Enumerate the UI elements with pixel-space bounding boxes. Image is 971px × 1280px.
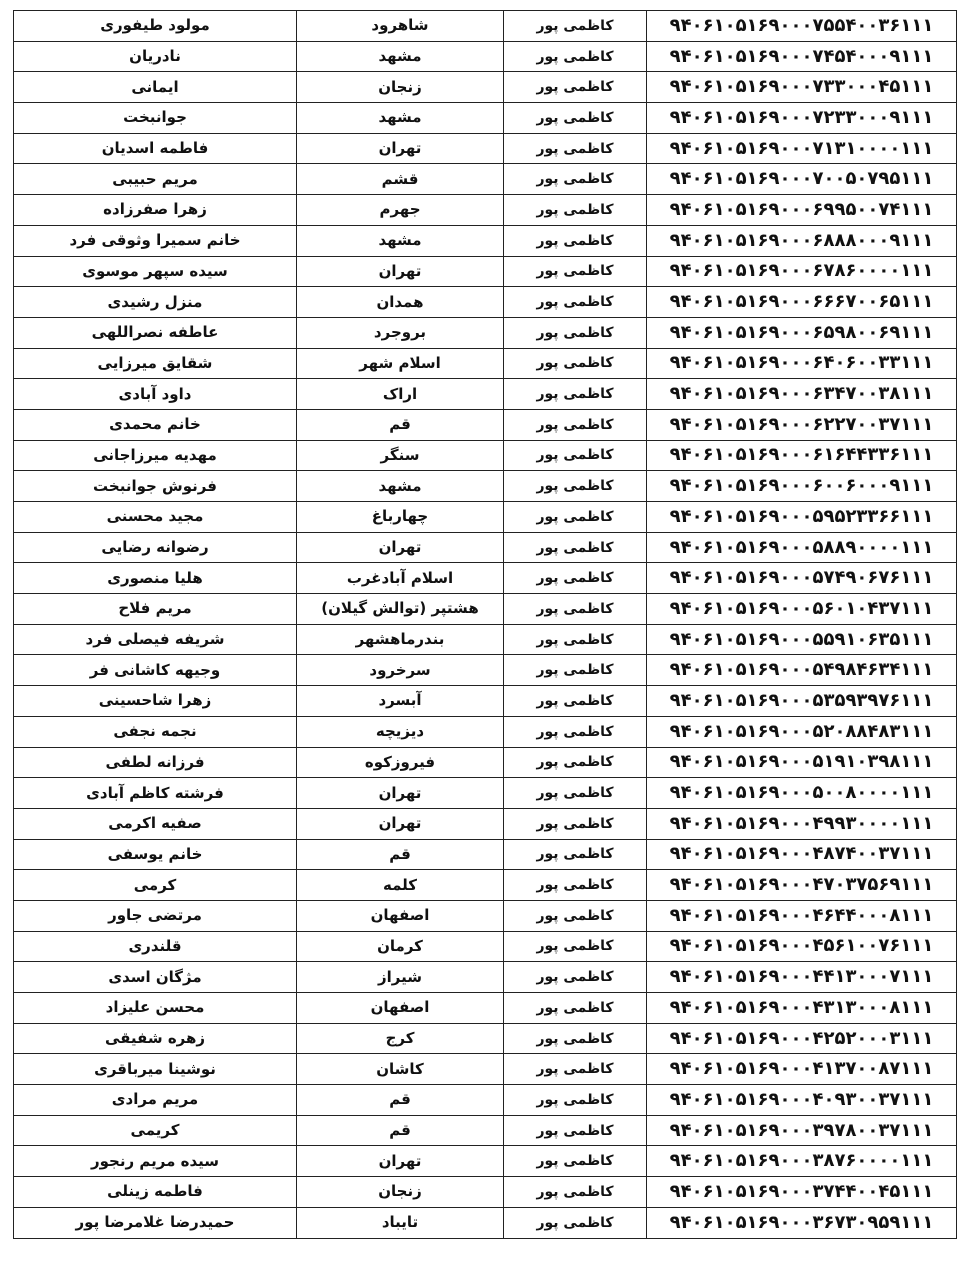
payment-code-cell: ۹۴۰۶۱۰۵۱۶۹۰۰۰۷۴۵۴۰۰۰۹۱۱۱ <box>647 41 957 72</box>
table-row <box>14 532 957 563</box>
table-row <box>14 1146 957 1177</box>
table-row <box>14 1085 957 1116</box>
payment-code-cell: ۹۴۰۶۱۰۵۱۶۹۰۰۰۴۲۵۲۰۰۰۳۱۱۱ <box>647 1023 957 1054</box>
family-name-cell: کاظمی پور <box>504 1207 647 1238</box>
city-cell: سنگر <box>297 440 504 471</box>
city-cell: مشهد <box>297 103 504 134</box>
city-cell: تایباد <box>297 1207 504 1238</box>
family-name-cell: کاظمی پور <box>504 225 647 256</box>
person-name-cell: وجیهه کاشانی فر <box>14 655 297 686</box>
person-name-cell: زهرا شاحسینی <box>14 686 297 717</box>
payment-code-cell: ۹۴۰۶۱۰۵۱۶۹۰۰۰۵۴۹۸۴۶۳۴۱۱۱ <box>647 655 957 686</box>
person-name-cell: سیده مریم رنجور <box>14 1146 297 1177</box>
city-cell: کلمه <box>297 870 504 901</box>
family-name-cell: کاظمی پور <box>504 686 647 717</box>
payment-code-cell: ۹۴۰۶۱۰۵۱۶۹۰۰۰۵۵۹۱۰۶۳۵۱۱۱ <box>647 624 957 655</box>
family-name-cell: کاظمی پور <box>504 1085 647 1116</box>
payment-code-cell: ۹۴۰۶۱۰۵۱۶۹۰۰۰۳۸۷۶۰۰۰۰۱۱۱ <box>647 1146 957 1177</box>
table-row <box>14 317 957 348</box>
person-name-cell: داود آبادی <box>14 379 297 410</box>
payment-code-cell: ۹۴۰۶۱۰۵۱۶۹۰۰۰۷۱۳۱۰۰۰۰۱۱۱ <box>647 133 957 164</box>
family-name-cell: کاظمی پور <box>504 41 647 72</box>
payment-code-cell: ۹۴۰۶۱۰۵۱۶۹۰۰۰۳۹۷۸۰۰۳۷۱۱۱ <box>647 1115 957 1146</box>
person-name-cell: نوشینا میرباقری <box>14 1054 297 1085</box>
table-row <box>14 103 957 134</box>
city-cell: کرج <box>297 1023 504 1054</box>
person-name-cell: فرزانه لطفی <box>14 747 297 778</box>
table-row <box>14 563 957 594</box>
table-row <box>14 502 957 533</box>
person-name-cell: مژگان اسدی <box>14 962 297 993</box>
records-table-body <box>14 11 957 1239</box>
person-name-cell: فاطمه زینلی <box>14 1177 297 1208</box>
family-name-cell: کاظمی پور <box>504 502 647 533</box>
city-cell: قم <box>297 1085 504 1116</box>
table-row <box>14 716 957 747</box>
payment-code-cell: ۹۴۰۶۱۰۵۱۶۹۰۰۰۶۵۹۸۰۰۶۹۱۱۱ <box>647 317 957 348</box>
city-cell: مشهد <box>297 225 504 256</box>
table-row <box>14 900 957 931</box>
person-name-cell: مریم فلاح <box>14 594 297 625</box>
family-name-cell: کاظمی پور <box>504 808 647 839</box>
city-cell: اراک <box>297 379 504 410</box>
city-cell: قم <box>297 1115 504 1146</box>
person-name-cell: منزل رشیدی <box>14 287 297 318</box>
family-name-cell: کاظمی پور <box>504 900 647 931</box>
table-row <box>14 624 957 655</box>
table-row <box>14 778 957 809</box>
person-name-cell: زهرا صفرزاده <box>14 195 297 226</box>
city-cell: زنجان <box>297 72 504 103</box>
payment-code-cell: ۹۴۰۶۱۰۵۱۶۹۰۰۰۴۱۳۷۰۰۸۷۱۱۱ <box>647 1054 957 1085</box>
city-cell: کرمان <box>297 931 504 962</box>
table-row <box>14 870 957 901</box>
person-name-cell: خانم محمدی <box>14 409 297 440</box>
city-cell: مشهد <box>297 471 504 502</box>
person-name-cell: کرمی <box>14 870 297 901</box>
family-name-cell: کاظمی پور <box>504 164 647 195</box>
person-name-cell: شقایق میرزایی <box>14 348 297 379</box>
table-row <box>14 379 957 410</box>
city-cell: اصفهان <box>297 900 504 931</box>
family-name-cell: کاظمی پور <box>504 870 647 901</box>
person-name-cell: رضوانه رضایی <box>14 532 297 563</box>
payment-code-cell: ۹۴۰۶۱۰۵۱۶۹۰۰۰۷۳۳۰۰۰۴۵۱۱۱ <box>647 72 957 103</box>
family-name-cell: کاظمی پور <box>504 11 647 42</box>
payment-code-cell: ۹۴۰۶۱۰۵۱۶۹۰۰۰۷۲۳۳۰۰۰۹۱۱۱ <box>647 103 957 134</box>
person-name-cell: فاطمه اسدیان <box>14 133 297 164</box>
payment-code-cell: ۹۴۰۶۱۰۵۱۶۹۰۰۰۴۷۰۳۷۵۶۹۱۱۱ <box>647 870 957 901</box>
person-name-cell: شریفه فیصلی فرد <box>14 624 297 655</box>
family-name-cell: کاظمی پور <box>504 778 647 809</box>
table-row <box>14 931 957 962</box>
family-name-cell: کاظمی پور <box>504 1115 647 1146</box>
family-name-cell: کاظمی پور <box>504 747 647 778</box>
family-name-cell: کاظمی پور <box>504 133 647 164</box>
family-name-cell: کاظمی پور <box>504 317 647 348</box>
person-name-cell: مولود طیفوری <box>14 11 297 42</box>
family-name-cell: کاظمی پور <box>504 409 647 440</box>
family-name-cell: کاظمی پور <box>504 655 647 686</box>
city-cell: دیزیچه <box>297 716 504 747</box>
city-cell: اسلام آبادغرب <box>297 563 504 594</box>
table-row <box>14 287 957 318</box>
family-name-cell: کاظمی پور <box>504 348 647 379</box>
table-row <box>14 655 957 686</box>
person-name-cell: قلندری <box>14 931 297 962</box>
payment-code-cell: ۹۴۰۶۱۰۵۱۶۹۰۰۰۵۱۹۱۰۳۹۸۱۱۱ <box>647 747 957 778</box>
payment-code-cell: ۹۴۰۶۱۰۵۱۶۹۰۰۰۵۶۰۱۰۴۳۷۱۱۱ <box>647 594 957 625</box>
payment-code-cell: ۹۴۰۶۱۰۵۱۶۹۰۰۰۵۳۵۹۳۹۷۶۱۱۱ <box>647 686 957 717</box>
city-cell: بروجرد <box>297 317 504 348</box>
family-name-cell: کاظمی پور <box>504 72 647 103</box>
records-table <box>13 10 957 1239</box>
city-cell: تهران <box>297 256 504 287</box>
city-cell: تهران <box>297 1146 504 1177</box>
payment-code-cell: ۹۴۰۶۱۰۵۱۶۹۰۰۰۷۵۵۴۰۰۳۶۱۱۱ <box>647 11 957 42</box>
city-cell: تهران <box>297 808 504 839</box>
person-name-cell: محسن علیزاد <box>14 993 297 1024</box>
payment-code-cell: ۹۴۰۶۱۰۵۱۶۹۰۰۰۳۷۴۴۰۰۴۵۱۱۱ <box>647 1177 957 1208</box>
person-name-cell: مریم مرادی <box>14 1085 297 1116</box>
payment-code-cell: ۹۴۰۶۱۰۵۱۶۹۰۰۰۴۰۹۳۰۰۳۷۱۱۱ <box>647 1085 957 1116</box>
payment-code-cell: ۹۴۰۶۱۰۵۱۶۹۰۰۰۶۳۴۷۰۰۳۸۱۱۱ <box>647 379 957 410</box>
city-cell: تهران <box>297 133 504 164</box>
person-name-cell: عاطفه نصراللهی <box>14 317 297 348</box>
payment-code-cell: ۹۴۰۶۱۰۵۱۶۹۰۰۰۵۲۰۸۸۴۸۳۱۱۱ <box>647 716 957 747</box>
table-row <box>14 440 957 471</box>
city-cell: قم <box>297 839 504 870</box>
payment-code-cell: ۹۴۰۶۱۰۵۱۶۹۰۰۰۶۹۹۵۰۰۷۴۱۱۱ <box>647 195 957 226</box>
payment-code-cell: ۹۴۰۶۱۰۵۱۶۹۰۰۰۶۲۲۷۰۰۳۷۱۱۱ <box>647 409 957 440</box>
person-name-cell: خانم یوسفی <box>14 839 297 870</box>
person-name-cell: نادریان <box>14 41 297 72</box>
person-name-cell: زهره شفیقی <box>14 1023 297 1054</box>
payment-code-cell: ۹۴۰۶۱۰۵۱۶۹۰۰۰۶۴۰۶۰۰۳۳۱۱۱ <box>647 348 957 379</box>
payment-code-cell: ۹۴۰۶۱۰۵۱۶۹۰۰۰۶۱۶۴۴۳۳۶۱۱۱ <box>647 440 957 471</box>
table-row <box>14 1054 957 1085</box>
city-cell: مشهد <box>297 41 504 72</box>
family-name-cell: کاظمی پور <box>504 931 647 962</box>
family-name-cell: کاظمی پور <box>504 993 647 1024</box>
family-name-cell: کاظمی پور <box>504 839 647 870</box>
person-name-cell: مجید محسنی <box>14 502 297 533</box>
table-row <box>14 133 957 164</box>
family-name-cell: کاظمی پور <box>504 594 647 625</box>
table-row <box>14 409 957 440</box>
table-row <box>14 594 957 625</box>
table-row <box>14 1115 957 1146</box>
table-row <box>14 747 957 778</box>
payment-code-cell: ۹۴۰۶۱۰۵۱۶۹۰۰۰۴۹۹۳۰۰۰۰۱۱۱ <box>647 808 957 839</box>
table-row <box>14 1177 957 1208</box>
table-row <box>14 164 957 195</box>
table-row <box>14 471 957 502</box>
payment-code-cell: ۹۴۰۶۱۰۵۱۶۹۰۰۰۴۳۱۳۰۰۰۸۱۱۱ <box>647 993 957 1024</box>
family-name-cell: کاظمی پور <box>504 962 647 993</box>
city-cell: تهران <box>297 532 504 563</box>
city-cell: شیراز <box>297 962 504 993</box>
table-row <box>14 256 957 287</box>
payment-code-cell: ۹۴۰۶۱۰۵۱۶۹۰۰۰۴۶۴۴۰۰۰۸۱۱۱ <box>647 900 957 931</box>
city-cell: تهران <box>297 778 504 809</box>
family-name-cell: کاظمی پور <box>504 256 647 287</box>
person-name-cell: مرتضی جاور <box>14 900 297 931</box>
payment-code-cell: ۹۴۰۶۱۰۵۱۶۹۰۰۰۵۰۰۸۰۰۰۰۱۱۱ <box>647 778 957 809</box>
city-cell: قشم <box>297 164 504 195</box>
person-name-cell: فرشته کاظم آبادی <box>14 778 297 809</box>
payment-code-cell: ۹۴۰۶۱۰۵۱۶۹۰۰۰۶۷۸۶۰۰۰۰۱۱۱ <box>647 256 957 287</box>
city-cell: کاشان <box>297 1054 504 1085</box>
payment-code-cell: ۹۴۰۶۱۰۵۱۶۹۰۰۰۴۸۷۴۰۰۳۷۱۱۱ <box>647 839 957 870</box>
payment-code-cell: ۹۴۰۶۱۰۵۱۶۹۰۰۰۶۰۰۶۰۰۰۹۱۱۱ <box>647 471 957 502</box>
payment-code-cell: ۹۴۰۶۱۰۵۱۶۹۰۰۰۴۵۶۱۰۰۷۶۱۱۱ <box>647 931 957 962</box>
table-row <box>14 839 957 870</box>
family-name-cell: کاظمی پور <box>504 1177 647 1208</box>
person-name-cell: جوانبخت <box>14 103 297 134</box>
family-name-cell: کاظمی پور <box>504 195 647 226</box>
table-row <box>14 808 957 839</box>
document-page <box>13 10 956 1239</box>
table-row <box>14 1207 957 1238</box>
table-row <box>14 41 957 72</box>
person-name-cell: حمیدرضا غلامرضا پور <box>14 1207 297 1238</box>
family-name-cell: کاظمی پور <box>504 379 647 410</box>
payment-code-cell: ۹۴۰۶۱۰۵۱۶۹۰۰۰۴۴۱۳۰۰۰۷۱۱۱ <box>647 962 957 993</box>
table-row <box>14 686 957 717</box>
payment-code-cell: ۹۴۰۶۱۰۵۱۶۹۰۰۰۵۹۵۲۳۳۶۶۱۱۱ <box>647 502 957 533</box>
family-name-cell: کاظمی پور <box>504 1146 647 1177</box>
city-cell: جهرم <box>297 195 504 226</box>
city-cell: اسلام شهر <box>297 348 504 379</box>
person-name-cell: نجمه نجفی <box>14 716 297 747</box>
payment-code-cell: ۹۴۰۶۱۰۵۱۶۹۰۰۰۵۷۴۹۰۶۷۶۱۱۱ <box>647 563 957 594</box>
table-row <box>14 1023 957 1054</box>
table-row <box>14 72 957 103</box>
family-name-cell: کاظمی پور <box>504 287 647 318</box>
payment-code-cell: ۹۴۰۶۱۰۵۱۶۹۰۰۰۶۸۸۸۰۰۰۹۱۱۱ <box>647 225 957 256</box>
person-name-cell: مریم حبیبی <box>14 164 297 195</box>
table-row <box>14 11 957 42</box>
city-cell: شاهرود <box>297 11 504 42</box>
family-name-cell: کاظمی پور <box>504 471 647 502</box>
payment-code-cell: ۹۴۰۶۱۰۵۱۶۹۰۰۰۶۶۶۷۰۰۶۵۱۱۱ <box>647 287 957 318</box>
family-name-cell: کاظمی پور <box>504 624 647 655</box>
person-name-cell: صفیه اکرمی <box>14 808 297 839</box>
city-cell: سرخرود <box>297 655 504 686</box>
family-name-cell: کاظمی پور <box>504 440 647 471</box>
city-cell: اصفهان <box>297 993 504 1024</box>
city-cell: آبسرد <box>297 686 504 717</box>
family-name-cell: کاظمی پور <box>504 1054 647 1085</box>
city-cell: فیروزکوه <box>297 747 504 778</box>
city-cell: همدان <box>297 287 504 318</box>
table-row <box>14 962 957 993</box>
city-cell: زنجان <box>297 1177 504 1208</box>
city-cell: قم <box>297 409 504 440</box>
person-name-cell: سیده سپهر موسوی <box>14 256 297 287</box>
table-row <box>14 993 957 1024</box>
table-row <box>14 225 957 256</box>
table-row <box>14 348 957 379</box>
city-cell: چهارباغ <box>297 502 504 533</box>
city-cell: هشتپر (توالش گیلان) <box>297 594 504 625</box>
person-name-cell: ایمانی <box>14 72 297 103</box>
family-name-cell: کاظمی پور <box>504 563 647 594</box>
family-name-cell: کاظمی پور <box>504 532 647 563</box>
family-name-cell: کاظمی پور <box>504 716 647 747</box>
city-cell: بندرماهشهر <box>297 624 504 655</box>
family-name-cell: کاظمی پور <box>504 103 647 134</box>
table-row <box>14 195 957 226</box>
person-name-cell: خانم سمیرا وثوقی فرد <box>14 225 297 256</box>
family-name-cell: کاظمی پور <box>504 1023 647 1054</box>
person-name-cell: کریمی <box>14 1115 297 1146</box>
payment-code-cell: ۹۴۰۶۱۰۵۱۶۹۰۰۰۷۰۰۵۰۷۹۵۱۱۱ <box>647 164 957 195</box>
payment-code-cell: ۹۴۰۶۱۰۵۱۶۹۰۰۰۳۶۷۳۰۹۵۹۱۱۱ <box>647 1207 957 1238</box>
payment-code-cell: ۹۴۰۶۱۰۵۱۶۹۰۰۰۵۸۸۹۰۰۰۰۱۱۱ <box>647 532 957 563</box>
person-name-cell: مهدیه میرزاجانی <box>14 440 297 471</box>
person-name-cell: هلیا منصوری <box>14 563 297 594</box>
person-name-cell: فرنوش جوانبخت <box>14 471 297 502</box>
